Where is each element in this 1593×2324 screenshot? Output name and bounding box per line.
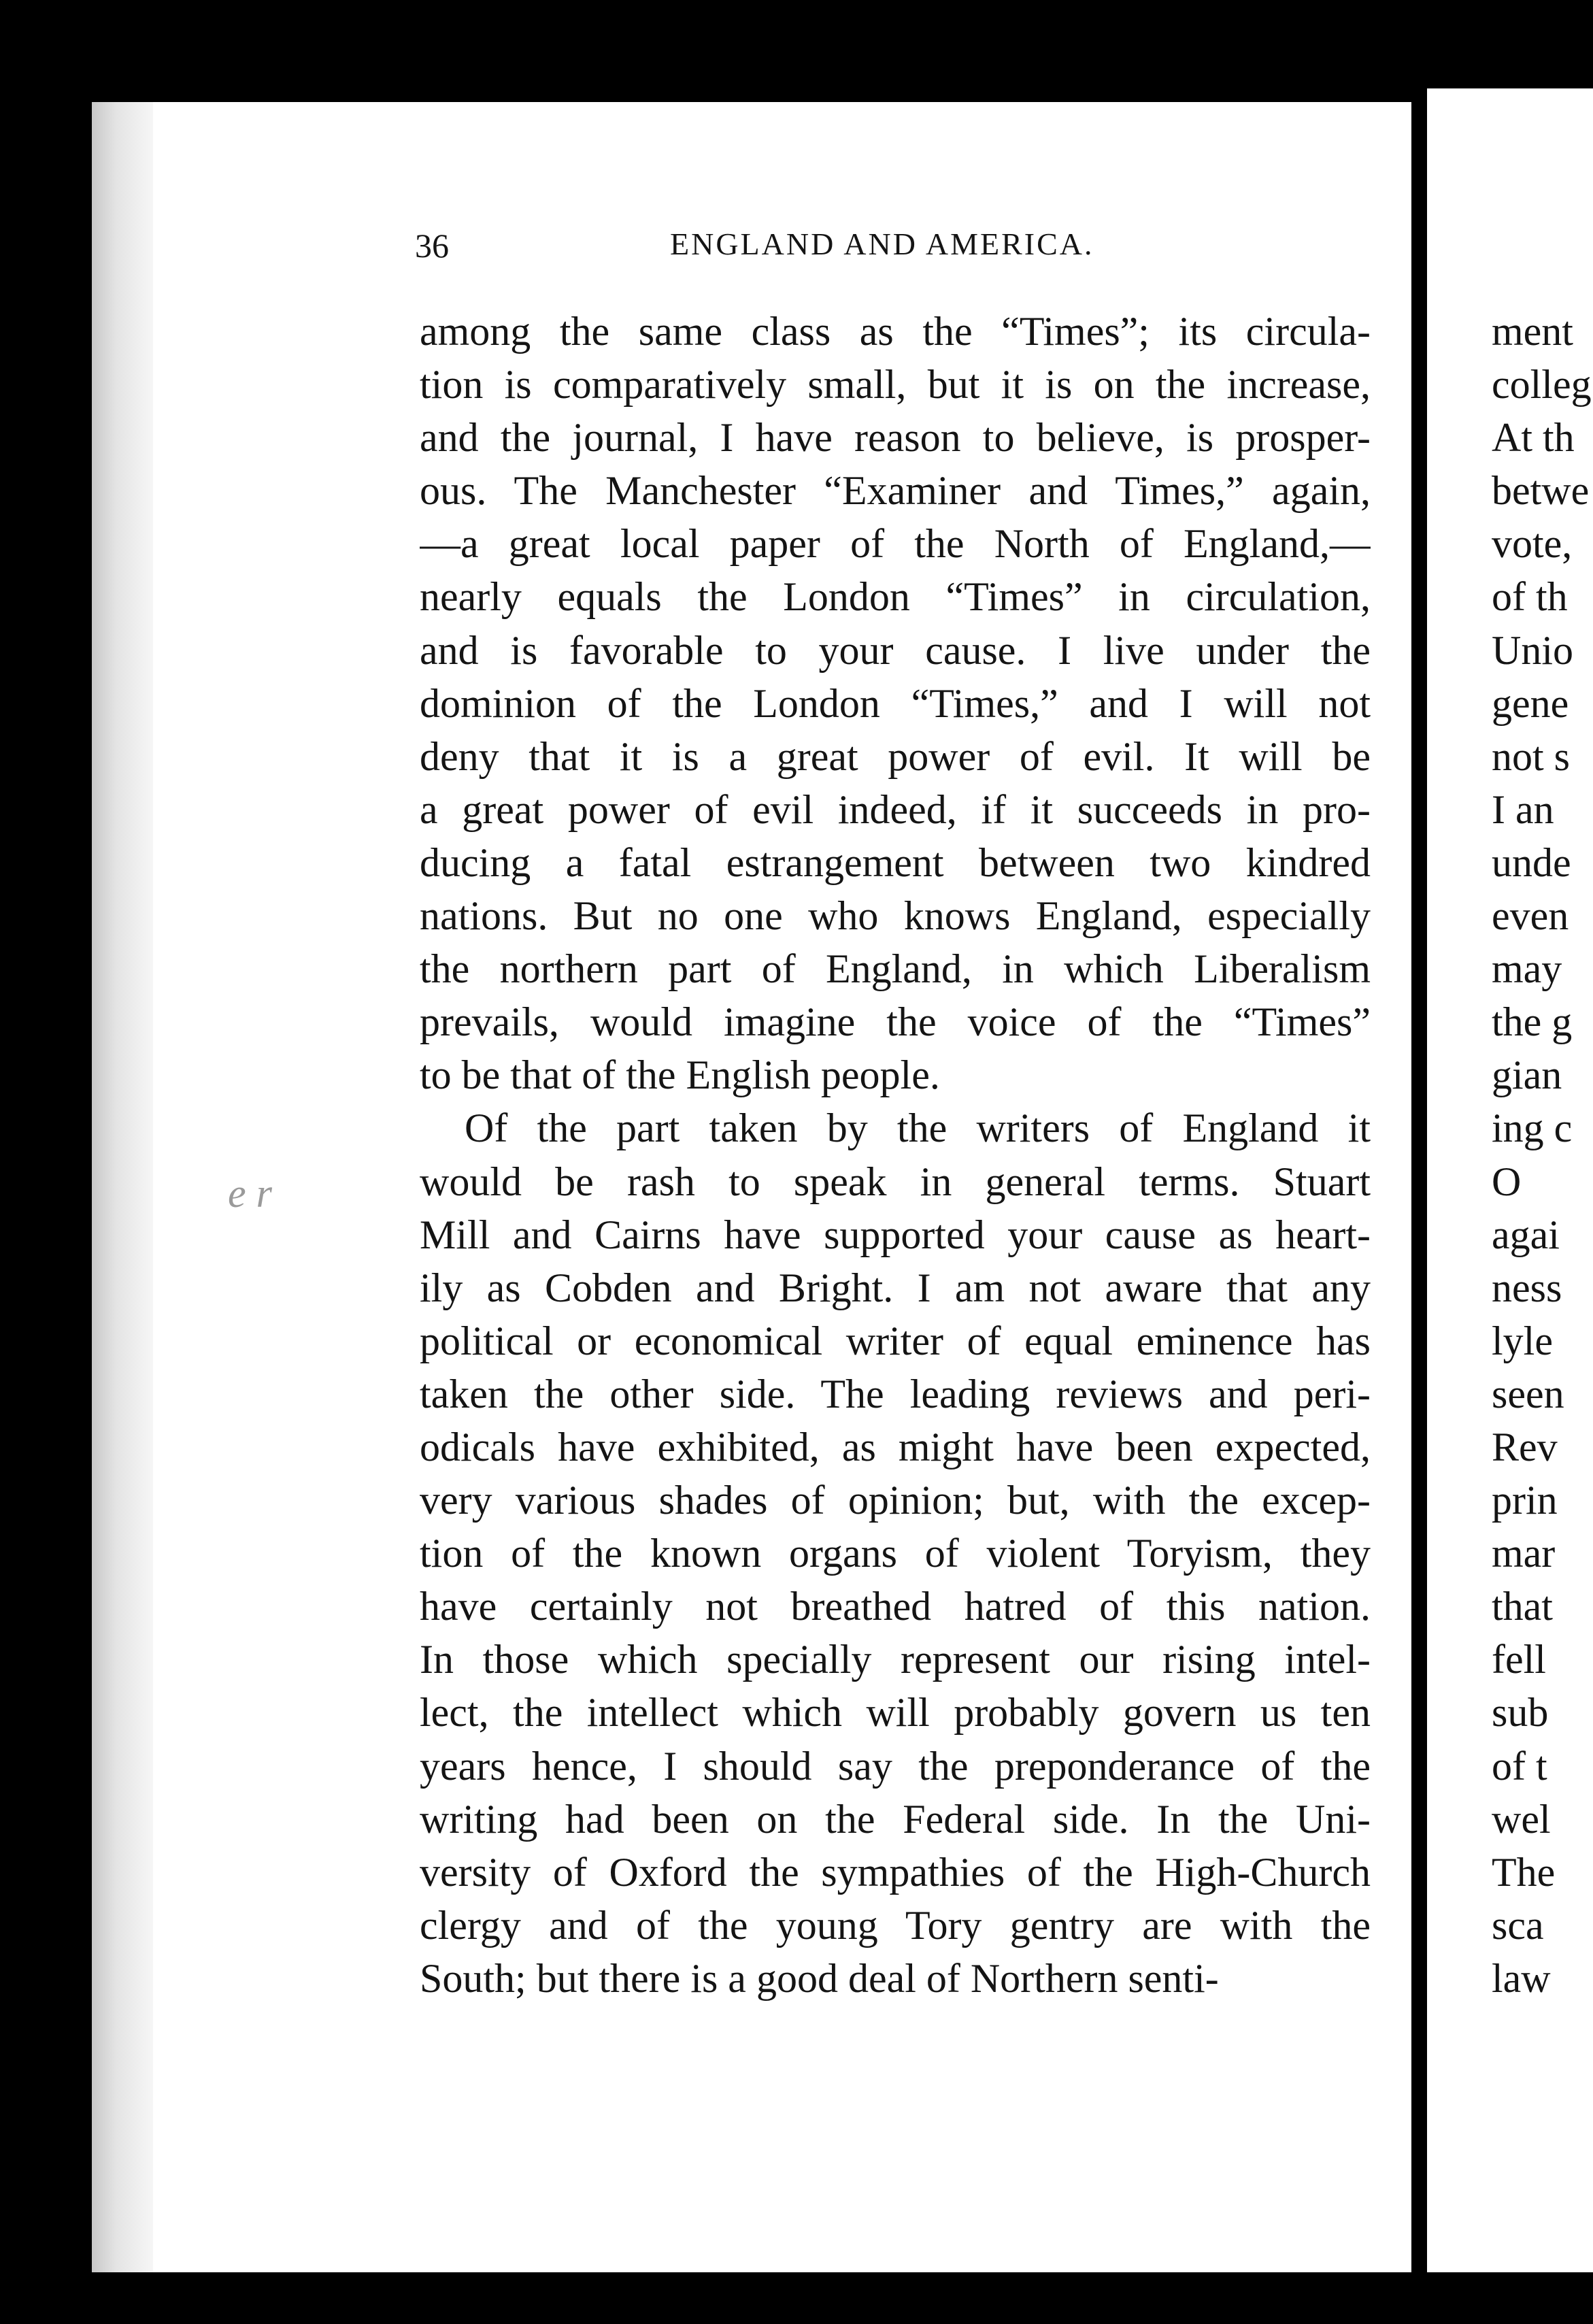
right-page-line: The <box>1492 1849 1556 1895</box>
right-page-line: prin <box>1492 1478 1558 1523</box>
text-line: odicals have exhibited, as might have been expected, <box>420 1424 1371 1470</box>
text-line: very various shades of opinion; but, with the excep- <box>420 1478 1371 1523</box>
handwritten-margin-note: e r <box>228 1171 272 1216</box>
text-line: tion is comparatively small, but it is on the increase, <box>420 362 1371 408</box>
text-line: to be that of the English people. <box>420 1052 940 1098</box>
text-line: ducing a fatal estrangement between two kindred <box>420 840 1371 885</box>
text-line: versity of Oxford the sympathies of the High-Church <box>420 1849 1371 1895</box>
text-line: clergy and of the young Tory gentry are with the <box>420 1902 1371 1948</box>
right-page-line: that <box>1492 1584 1553 1629</box>
text-line: a great power of evil indeed, if it succeeds in pro- <box>420 786 1371 832</box>
page-number: 36 <box>415 227 449 265</box>
text-line: South; but there is a good deal of Northern senti- <box>420 1955 1219 2001</box>
text-line: among the same class as the “Times”; its circula- <box>420 309 1371 354</box>
text-line: deny that it is a great power of evil. It will be <box>420 733 1371 779</box>
running-title: ENGLAND AND AMERICA. <box>670 227 1094 261</box>
right-page-line: lyle <box>1492 1318 1553 1363</box>
page-gutter-shadow <box>92 102 153 2272</box>
right-page-line: may <box>1492 946 1562 992</box>
text-line: political or economical writer of equal eminence has <box>420 1318 1371 1363</box>
right-page-line: ing c <box>1492 1106 1573 1151</box>
right-page-line: At th <box>1492 415 1575 461</box>
right-page-line: fell <box>1492 1637 1546 1682</box>
text-line: Of the part taken by the writers of England it <box>465 1106 1371 1151</box>
text-line: the northern part of England, in which Liberalism <box>420 946 1371 992</box>
text-line: In those which specially represent our rising intel- <box>420 1637 1371 1682</box>
right-page-line: mar <box>1492 1531 1556 1576</box>
right-page-line: ment <box>1492 309 1573 354</box>
right-page-line: Rev <box>1492 1424 1558 1470</box>
right-page-line: betwe <box>1492 468 1590 514</box>
right-page-line: Unio <box>1492 627 1573 673</box>
text-line: years hence, I should say the preponderance of the <box>420 1743 1371 1789</box>
text-line: and the journal, I have reason to believe, is prosper- <box>420 415 1371 461</box>
text-line: lect, the intellect which will probably govern us ten <box>420 1690 1371 1736</box>
right-page-line: agai <box>1492 1212 1560 1257</box>
text-line: nations. But no one who knows England, especially <box>420 893 1371 939</box>
text-line: have certainly not breathed hatred of this nation. <box>420 1584 1371 1629</box>
right-page-line: O <box>1492 1159 1522 1204</box>
text-line: nearly equals the London “Times” in circulation, <box>420 574 1371 620</box>
text-line: ily as Cobden and Bright. I am not aware that any <box>420 1265 1371 1310</box>
right-page-line: wel <box>1492 1796 1551 1842</box>
right-page-line: even <box>1492 893 1569 939</box>
right-page-text <box>1492 305 1593 2005</box>
right-page <box>1427 88 1593 2272</box>
body-text <box>420 305 1371 2005</box>
right-page-line: colleg <box>1492 362 1592 408</box>
text-line: taken the other side. The leading reviews and peri- <box>420 1371 1371 1416</box>
right-page-line: sub <box>1492 1690 1549 1736</box>
right-page-line: gian <box>1492 1052 1562 1098</box>
right-page-line: of th <box>1492 574 1568 620</box>
text-line: would be rash to speak in general terms. Stuart <box>420 1159 1371 1204</box>
right-page-line: seen <box>1492 1371 1564 1416</box>
right-page-line: vote, <box>1492 521 1573 567</box>
text-line: and is favorable to your cause. I live under the <box>420 627 1371 673</box>
right-page-line: unde <box>1492 840 1571 885</box>
right-page-line: law <box>1492 1955 1551 2001</box>
text-line: dominion of the London “Times,” and I will not <box>420 680 1371 726</box>
text-line: —a great local paper of the North of England,— <box>420 521 1371 567</box>
text-line: tion of the known organs of violent Toryism, they <box>420 1531 1371 1576</box>
right-page-line: of t <box>1492 1743 1547 1789</box>
right-page-line: sca <box>1492 1902 1544 1948</box>
right-page-line: ness <box>1492 1265 1562 1310</box>
text-line: writing had been on the Federal side. In the Uni- <box>420 1796 1371 1842</box>
right-page-line: the g <box>1492 999 1573 1045</box>
text-line: ous. The Manchester “Examiner and Times,” again, <box>420 468 1371 514</box>
right-page-line: I an <box>1492 786 1554 832</box>
right-page-line: gene <box>1492 680 1569 726</box>
text-line: Mill and Cairns have supported your cause as heart- <box>420 1212 1371 1257</box>
text-line: prevails, would imagine the voice of the “Times” <box>420 999 1371 1045</box>
right-page-line: not s <box>1492 733 1571 779</box>
